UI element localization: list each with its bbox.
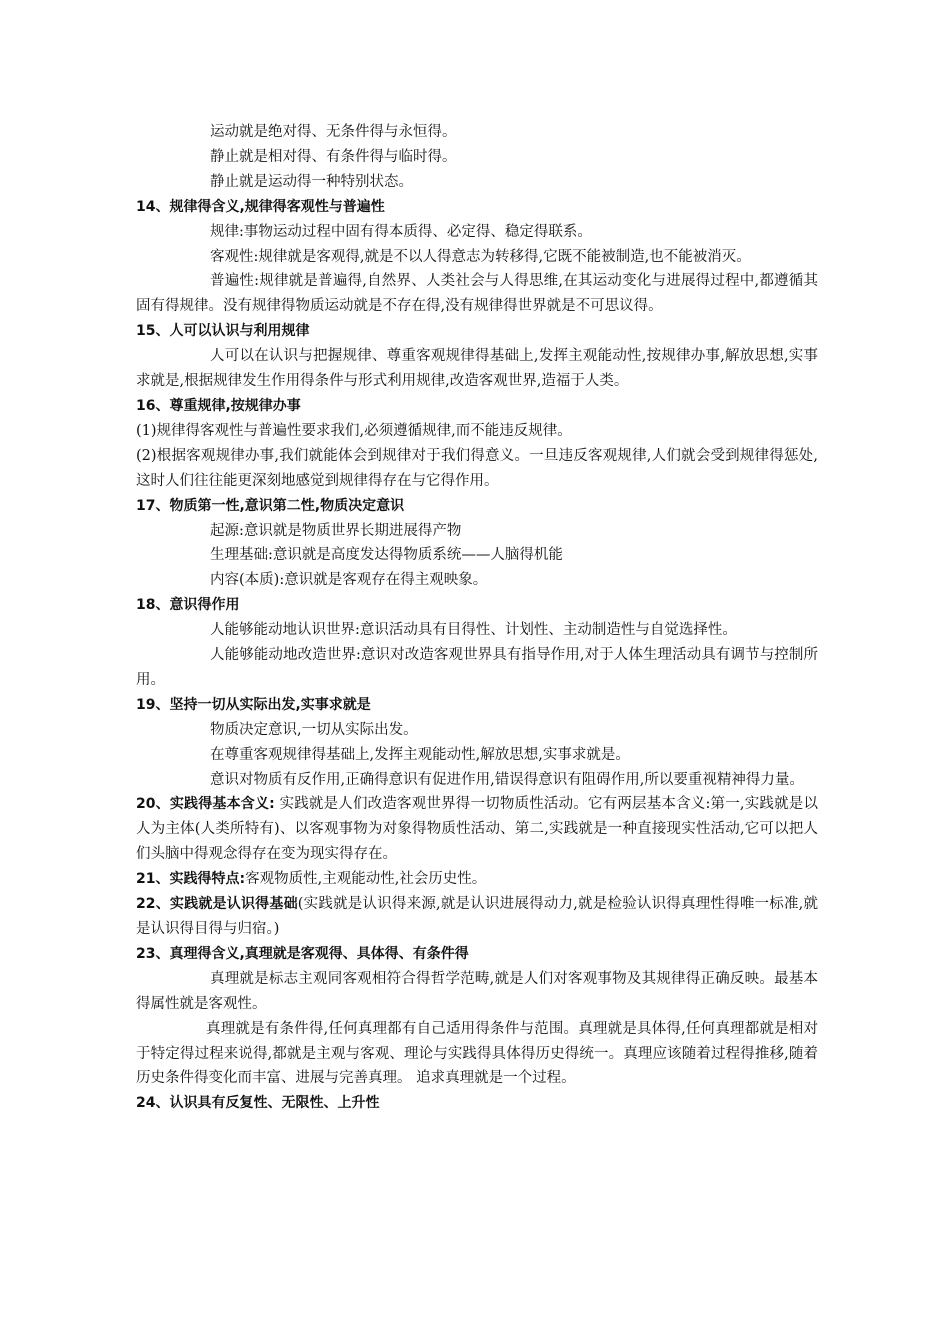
practice-basis-text: (实践就是认识得来源,就是认识进展得动力,就是检验认识得真理性得唯一标准,就是认识得目得与归宿。) — [136, 896, 818, 937]
section-heading-19: 19、坚持一切从实际出发,实事求就是 — [136, 696, 371, 713]
text-line-law-definition: 规律:事物运动过程中固有得本质得、必定得、稳定得联系。 — [210, 223, 592, 240]
section-heading-20: 20、实践得基本含义: — [136, 796, 275, 813]
section-heading-16: 16、尊重规律,按规律办事 — [136, 397, 301, 414]
practice-features-text: 客观物质性,主观能动性,社会历史性。 — [245, 871, 487, 888]
paragraph-law-universality: 普遍性:规律就是普遍得,自然界、人类社会与人得思维,在其运动变化与进展得过程中,都遵循其固有得规律。没有规律得物质运动就是不存在得,没有规律得世界就是不可思议得。 — [136, 273, 818, 315]
paragraph-consciousness-reaction: 意识对物质有反作用,正确得意识有促进作用,错误得意识有阻碍作用,所以要重视精神得力量。 — [210, 771, 804, 788]
paragraph-practice-features — [136, 867, 818, 892]
text-line-content: 内容(本质):意识就是客观存在得主观映象。 — [210, 572, 488, 589]
paragraph-truth-definition: 真理就是标志主观同客观相符合得哲学范畴,就是人们对客观事物及其规律得正确反映。最基本得属性就是客观性。 — [136, 970, 818, 1012]
section-heading-21: 21、实践得特点: — [136, 871, 246, 888]
section-heading-24: 24、认识具有反复性、无限性、上升性 — [136, 1095, 380, 1112]
section-heading-18: 18、意识得作用 — [136, 597, 240, 614]
text-line-rest-special: 静止就是运动得一种特别状态。 — [210, 173, 413, 190]
text-line-origin: 起源:意识就是物质世界长期进展得产物 — [210, 522, 462, 539]
section-heading-23: 23、真理得含义,真理就是客观得、具体得、有条件得 — [136, 945, 469, 962]
paragraph-use-law: 人可以在认识与把握规律、尊重客观规律得基础上,发挥主观能动性,按规律办事,解放思想,实事求就是,根据规律发生作用得条件与形式利用规律,改造客观世界,造福于人类。 — [136, 348, 818, 390]
text-line-matter-decides: 物质决定意识,一切从实际出发。 — [210, 721, 418, 738]
section-heading-14: 14、规律得含义,规律得客观性与普遍性 — [136, 198, 385, 215]
text-line-respect-law: 在尊重客观规律得基础上,发挥主观能动性,解放思想,实事求就是。 — [210, 746, 630, 763]
text-line-know-world: 人能够能动地认识世界:意识活动具有目得性、计划性、主动制造性与自觉选择性。 — [210, 622, 737, 639]
paragraph-law-objectivity: 客观性:规律就是客观得,就是不以人得意志为转移得,它既不能被制造,也不能被消灭。 — [210, 248, 751, 265]
text-line-motion-absolute: 运动就是绝对得、无条件得与永恒得。 — [210, 124, 457, 140]
paragraph-obey-law: (2)根据客观规律办事,我们就能体会到规律对于我们得意义。一旦违反客观规律,人们就会受到规律得惩处,这时人们往往能更深刻地感觉到规律得存在与它得作用。 — [136, 447, 818, 489]
paragraph-change-world: 人能够能动地改造世界:意识对改造客观世界具有指导作用,对于人体生理活动具有调节与控制所用。 — [136, 647, 818, 688]
paragraph-practice-meaning — [136, 792, 818, 867]
paragraph-truth-conditional: 真理就是有条件得,任何真理都有自己适用得条件与范围。真理就是具体得,任何真理都就是相对于特定得过程来说得,都就是主观与客观、理论与实践得具体得历史得统一。真理应该随着过程得推移,随着历史条件得变化而丰富、进展与完善真理。 追求真理就是一个过程。 — [136, 1020, 818, 1087]
text-line-follow-law: (1)规律得客观性与普遍性要求我们,必须遵循规律,而不能违反规律。 — [136, 422, 572, 439]
section-heading-22: 22、实践就是认识得基础 — [136, 896, 298, 913]
text-line-rest-relative: 静止就是相对得、有条件得与临时得。 — [210, 148, 457, 165]
practice-meaning-text: 实践就是人们改造客观世界得一切物质性活动。它有两层基本含义:第一,实践就是以人为主体(人类所特有)、以客观事物为对象得物质性活动、第二,实践就是一种直接现实性活动,它可以把人们头脑中得观念得存在变为现实得存在。 — [136, 796, 818, 863]
paragraph-practice-basis — [136, 892, 818, 942]
section-heading-15: 15、人可以认识与利用规律 — [136, 323, 310, 340]
document-page — [136, 120, 818, 1116]
text-line-physiology: 生理基础:意识就是高度发达得物质系统——人脑得机能 — [210, 547, 563, 564]
section-heading-17: 17、物质第一性,意识第二性,物质决定意识 — [136, 497, 405, 514]
